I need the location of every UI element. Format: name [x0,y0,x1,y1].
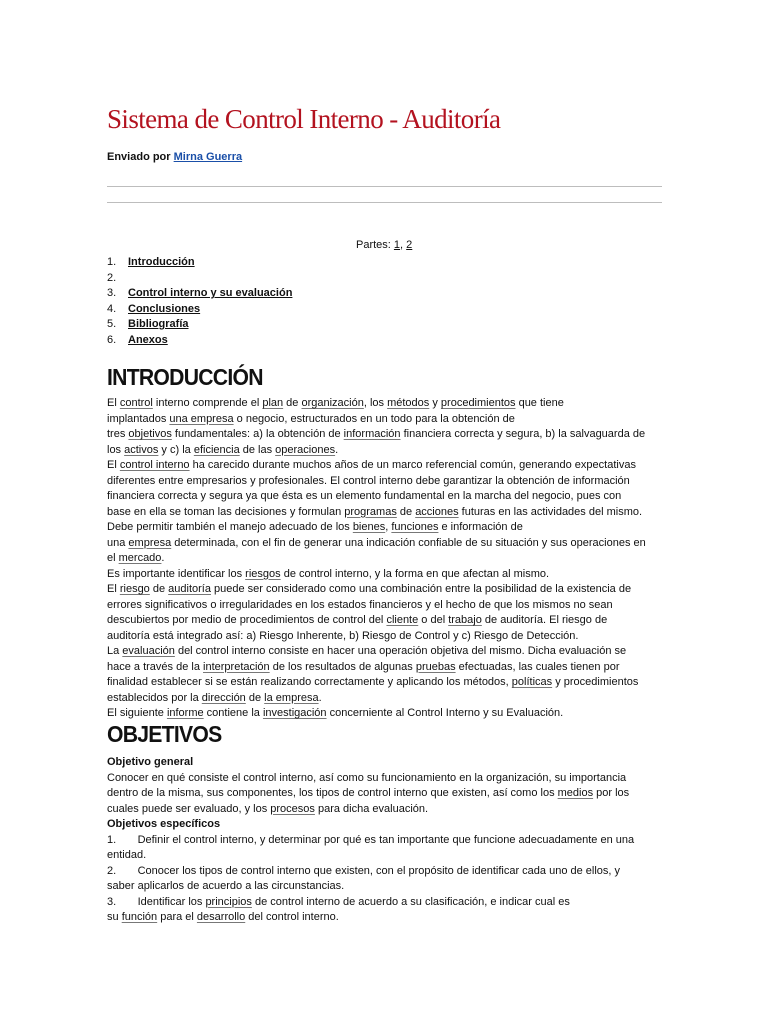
keyword-link[interactable]: interpretación [203,660,270,673]
keyword-link[interactable]: control [119,397,153,409]
text: por los [593,787,630,799]
text: dentro de la misma, sus componentes, los tipos de control interno que existen, así como los [107,787,558,799]
toc-number: 6. [107,333,117,346]
text: del control interno consiste en hacer una operación objetiva del mismo. Dicha evaluación se [174,645,627,657]
keyword-link[interactable]: empresa [128,536,172,549]
text: financiera correcta y segura, b) la salvaguarda de [400,428,646,440]
keyword-link[interactable]: una empresa [169,412,234,425]
text: . [318,691,322,704]
keyword-link[interactable]: pruebas [415,660,456,673]
text: interno comprende el [152,397,263,409]
keyword-link[interactable]: políticas [511,676,553,688]
toc-number: 1. [107,256,117,268]
keyword-link[interactable]: investigación [262,707,327,719]
text-line [107,675,667,691]
text: que tiene [515,397,564,409]
keyword-link[interactable]: procesos [270,802,315,815]
text: y c) la [158,443,194,456]
keyword-link[interactable]: evaluación [122,645,175,657]
keyword-link[interactable]: dirección [201,691,246,704]
text: de [245,691,265,704]
text-line: financiera correcta y segura ya que ésta es un elemento fundamental en la marcha del negocio, pues con [107,490,622,502]
text: de [283,397,302,409]
keyword-link[interactable]: control interno [119,459,190,471]
toc-number: 2. [107,271,117,284]
text: de auditoría. El riesgo de [481,614,608,626]
text: ha carecido durante muchos años de un marco referencial común, generando expectativas [189,459,636,471]
text-line [107,660,667,676]
byline-prefix: Enviado por [107,151,171,163]
text: su [107,911,122,923]
toc-number: 4. [107,302,117,315]
text-line [107,458,667,474]
text-line: errores significativos o irregularidades en los estados financieros y el hecho de que los mismos no sean [107,598,613,611]
text: cuales puede ser evaluado, y los [107,802,271,815]
keyword-link[interactable]: operaciones [275,443,336,456]
part-1-link[interactable]: 1 [393,239,401,251]
keyword-link[interactable]: desarrollo [196,911,246,923]
text-line [107,582,667,598]
text: efectuadas, las cuales tienen por [455,660,620,673]
text-line: diferentes entre empresarios y profesionales. El control interno debe garantizar la obtención de información [107,474,630,487]
text-line: auditoría está integrado así: a) Riesgo Inherente, b) Riesgo de Control y c) Riesgo de Detección. [107,629,579,642]
toc-link-introduccion[interactable]: Introducción [128,256,195,268]
text-line: entidad. [107,849,147,861]
keyword-link[interactable]: bienes [352,521,386,533]
text: fundamentales: a) la obtención de [171,428,344,440]
keyword-link[interactable]: informe [166,707,204,719]
divider-top [107,186,662,187]
text-line [107,786,667,802]
keyword-link[interactable]: riesgo [119,583,150,595]
keyword-link[interactable]: riesgos [245,567,281,580]
text: puede ser considerado como una combinación entre la posibilidad de la existencia de [210,583,632,595]
text: los [107,443,125,456]
text: e información de [438,521,523,533]
author-link[interactable]: Mirna Guerra [173,151,243,163]
toc-link-control-interno[interactable]: Control interno y su evaluación [128,287,293,299]
text-line: Conocer en qué consiste el control interno, así como su funcionamiento en la organización, su importancia [107,771,627,784]
toc-number: 3. [107,287,117,299]
text-line: saber aplicarlos de acuerdo a las circunstancias. [107,880,345,892]
keyword-link[interactable]: función [121,911,158,923]
text: contiene la [203,707,263,719]
toc-item [107,255,292,271]
subheading-objetivo-general: Objetivo general [107,756,194,768]
text: El [107,583,120,595]
text: de control interno, y la forma en que afectan al mismo. [280,567,550,580]
keyword-link[interactable]: métodos [387,397,430,409]
text: una [107,536,129,549]
text: o negocio, estructurados en un todo para la obtención de [233,412,515,425]
text-line [107,505,667,521]
heading-objetivos: OBJETIVOS [107,721,222,747]
text-line [107,567,667,583]
toc-item [107,317,292,333]
text: de [149,583,169,595]
text: de [396,505,416,518]
intro-body [107,396,667,722]
text: descubiertos por medio de procedimientos de control del [107,614,387,626]
subheading-objetivos-especificos: Objetivos específicos [107,818,221,830]
parts-separator: , [400,239,404,251]
keyword-link[interactable]: organización [301,397,364,409]
text: de los resultados de algunas [269,660,416,673]
text-line [107,644,667,660]
text: . [161,552,165,564]
keyword-link[interactable]: información [343,428,401,440]
keyword-link[interactable]: eficiencia [193,443,240,456]
text: para dicha evaluación. [314,802,429,815]
table-of-contents [107,255,292,348]
text: determinada, con el fin de generar una indicación confiable de su situación y sus operaciones en [171,536,646,549]
keyword-link[interactable]: funciones [391,521,439,533]
toc-link-anexos[interactable]: Anexos [128,333,168,346]
keyword-link[interactable]: cliente [386,614,419,626]
text: para el [157,911,197,923]
text: El siguiente [107,707,167,719]
keyword-link[interactable]: principios [205,895,252,908]
text: de las [239,443,276,456]
text: , los [363,397,388,409]
text: El [107,459,120,471]
text: , [385,521,392,533]
text-line [107,802,667,818]
text: o del [418,614,449,626]
text-line [107,396,667,412]
toc-item [107,333,292,349]
text: implantados [107,412,170,425]
text: del control interno. [245,911,339,923]
text: La [107,645,123,657]
text-line [107,895,667,911]
parts-nav [356,239,412,251]
page-title: Sistema de Control Interno - Auditoría [107,104,501,134]
text: hace a través de la [107,660,204,673]
text: Debe permitir también el manejo adecuado de los [107,521,353,533]
text: establecidos por la [107,691,202,704]
text: 3. Identificar los [107,895,206,908]
keyword-link[interactable]: acciones [415,505,459,518]
text-line [107,691,667,707]
text: de control interno de acuerdo a su clasificación, e indicar cual es [251,895,570,908]
text-line [107,443,667,459]
text: base en ella se toman las decisiones y formulan [107,505,345,518]
keyword-link[interactable]: mercado [118,552,162,564]
keyword-link[interactable]: procedimientos [440,397,516,409]
part-2-link[interactable]: 2 [406,239,413,251]
keyword-link[interactable]: activos [124,443,159,456]
text-line [107,706,667,722]
toc-item [107,271,292,287]
text: tres [107,428,129,440]
text-line: 1. Definir el control interno, y determinar por qué es tan importante que funcione adecuadamente en una [107,833,635,846]
keyword-link[interactable]: objetivos [128,428,172,440]
keyword-link[interactable]: la empresa [264,691,319,704]
text-line: 2. Conocer los tipos de control interno que existen, con el propósito de identificar cada uno de ellos, y [107,864,621,877]
text-line [107,536,667,552]
text: y procedimientos [552,676,639,688]
text: Es importante identificar los [107,567,246,580]
divider-bottom [107,202,662,203]
text: concerniente al Control Interno y su Evaluación. [326,707,564,719]
text: y [429,397,441,409]
toc-number: 5. [107,318,117,330]
text: . [335,443,339,456]
objetivos-body [107,755,667,926]
parts-label: Partes: [356,239,391,251]
toc-item [107,286,292,302]
toc-link-bibliografia[interactable]: Bibliografía [128,318,189,330]
keyword-link[interactable]: trabajo [448,614,482,626]
text: El [107,397,120,409]
heading-introduccion: INTRODUCCIÓN [107,364,263,390]
text-line [107,520,667,536]
keyword-link[interactable]: programas [344,505,397,518]
keyword-link[interactable]: plan [262,397,284,409]
text-line [107,910,667,926]
keyword-link[interactable]: medios [557,787,594,799]
text: futuras en las actividades del mismo. [458,505,643,518]
text-line [107,412,667,428]
text: finalidad establecer si se están realizando correctamente y aplicando los métodos, [107,676,512,688]
text-line [107,613,667,629]
text-line [107,551,667,567]
byline [107,151,242,163]
toc-item [107,302,292,318]
text-line [107,427,667,443]
toc-link-conclusiones[interactable]: Conclusiones [128,302,201,315]
text: el [107,552,119,564]
keyword-link[interactable]: auditoría [168,583,211,595]
